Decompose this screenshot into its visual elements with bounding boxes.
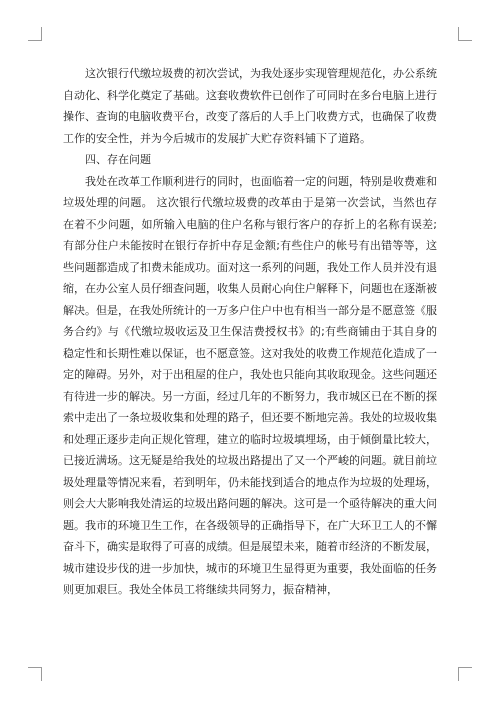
paragraph-problems: 我处在改革工作顺利进行的同时，也面临着一定的问题，特别是收费难和垃圾处理的问题。 这次银行代缴垃圾费的改革由于是第一次尝试，当然也存在着不少问题，如所输入电脑的住户名称与银行客户的存折上的名称有误差;有部分住户未能按时在银行存折中存足金额;有些住户的帐号有出错等等，这些问题都造成了扣费未能成功。面对这一系列的问题，我处工作人员并没有退缩，在办公室人员仔细查问题，收集人员耐心向住户解释下，问题也在逐渐被解决。但是，在我处所统计的一万多户住户中也有相当一部分是不愿意签《服务合约》与《代缴垃圾收运及卫生保洁费授权书》的;有些商铺由于其自身的稳定性和长期性难以保证，也不愿意签。这对我处的收费工作规范化造成了一定的障碍。另外，对于出租屋的住户，我处也只能向其收取现金。这些问题还有待进一步的解决。另一方面，经过几年的不断努力，我市城区已在不断的探索中走出了一条垃圾收集和处理的路子，但还要不断地完善。我处的垃圾收集和处理正逐步走向正规化管理，建立的临时垃圾填埋场，由于倾倒量比较大，已接近满场。这无疑是给我处的垃圾出路提出了又一个严峻的问题。就目前垃圾处理量等情况来看，若到明年，仍未能找到适合的地点作为垃圾的处理场，则会大大影响我处清运的垃圾出路问题的解决。这可是一个亟待解决的重大问题。我市的环境卫生工作，在各级领导的正确指导下，在广大环卫工人的不懈奋斗下，确实是取得了可喜的成绩。但是展望未来，随着市经济的不断发展，城市建设步伐的进一步加快，城市的环境卫生显得更为重要，我处面临的任务则更加艰巨。我处全体员工将继续共同努力，振奋精神，: [63, 174, 437, 596]
paragraph-intro: 这次银行代缴垃圾费的初次尝试，为我处逐步实现管理规范化，办公系统自动化、科学化奠定了基础。这套收费软件已创作了可同时在多台电脑上进行操作、查询的电脑收费平台，改变了落后的人手上门收费方式，也确保了收费工作的安全性，并为今后城市的发展扩大贮存资料铺下了道路。: [63, 67, 437, 145]
crop-mark-bottom-right-v: [458, 667, 459, 681]
crop-mark-top-right-h: [458, 40, 472, 41]
crop-mark-bottom-left-h: [28, 667, 42, 668]
section-heading: 四、存在问题: [85, 153, 151, 166]
crop-mark-bottom-left-v: [41, 667, 42, 681]
document-body: [63, 63, 437, 601]
crop-mark-top-right-v: [458, 27, 459, 41]
crop-mark-bottom-right-h: [458, 667, 472, 668]
crop-mark-top-left-h: [28, 40, 42, 41]
crop-mark-top-left-v: [41, 27, 42, 41]
